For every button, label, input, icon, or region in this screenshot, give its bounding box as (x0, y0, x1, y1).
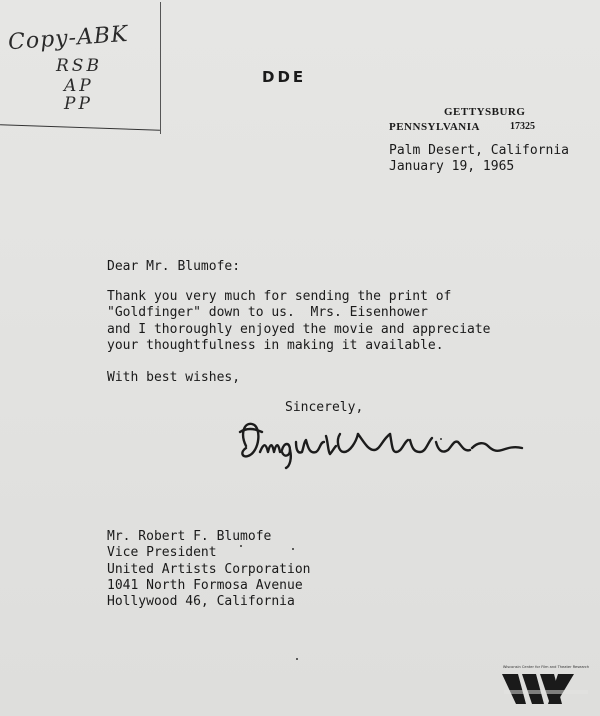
handwritten-initials: RSB (56, 56, 102, 76)
closing-line: With best wishes, (107, 370, 241, 385)
paper-speck (440, 438, 442, 440)
archive-logo-caption: Wisconsin Center for Film and Theater Research (502, 665, 590, 669)
body-line: your thoughtfulness in making it available. (107, 338, 444, 353)
body-line: and I thoroughly enjoyed the movie and appreciate (107, 322, 491, 337)
recipient-street: 1041 North Formosa Avenue (107, 578, 303, 593)
body-line: Thank you very much for sending the print of (107, 289, 452, 304)
recipient-title: Vice President (107, 545, 217, 560)
w-logo-icon (502, 674, 588, 704)
archive-logo (496, 662, 596, 710)
letterhead-city: GETTYSBURG (444, 106, 526, 118)
paper-speck (292, 548, 294, 550)
recipient-city: Hollywood 46, California (107, 594, 295, 609)
recipient-company: United Artists Corporation (107, 562, 311, 577)
paper-speck (240, 545, 242, 547)
paper-speck (296, 658, 298, 660)
handwritten-initials: AP (64, 76, 94, 96)
recipient-name: Mr. Robert F. Blumofe (107, 529, 272, 544)
handwritten-divider-vertical (160, 2, 161, 134)
dateline-date: January 19, 1965 (389, 159, 515, 174)
handwritten-copy-note: Copy-ABK (7, 21, 130, 56)
letterhead-state: PENNSYLVANIA (389, 121, 480, 133)
handwritten-divider-horizontal (0, 124, 160, 131)
handwritten-initials: PP (64, 94, 93, 114)
sign-off: Sincerely, (285, 400, 364, 415)
signature (232, 412, 532, 472)
dateline-location: Palm Desert, California (389, 143, 570, 158)
letterhead-monogram: DDE (262, 68, 307, 86)
letterhead-zip: 17325 (510, 121, 535, 132)
body-line: "Goldfinger" down to us. Mrs. Eisenhower (107, 305, 428, 320)
salutation: Dear Mr. Blumofe: (107, 259, 241, 274)
